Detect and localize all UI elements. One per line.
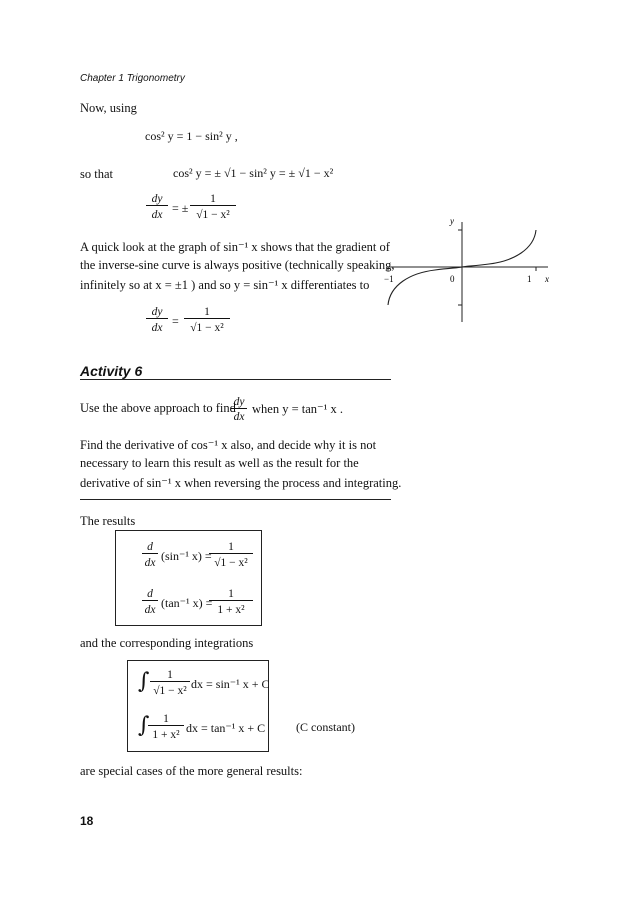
tick-label-zero: 0 — [450, 274, 455, 284]
constant-note: (C constant) — [296, 720, 355, 734]
activity-text: when y = tan⁻¹ x . — [252, 402, 343, 416]
frac-num: d — [142, 541, 158, 554]
frac-num: 1 — [184, 306, 230, 319]
divider — [80, 379, 391, 380]
frac-den: 1 + x² — [217, 604, 245, 616]
activity-text: Find the derivative of cos⁻¹ x also, and decide why it is not — [80, 438, 377, 452]
x-axis-label: x — [545, 274, 549, 284]
frac-num: 1 — [150, 669, 190, 682]
equation-identity: cos² y = 1 − sin² y , — [145, 129, 238, 143]
frac-num: d — [142, 588, 158, 601]
integrations-box — [127, 660, 269, 752]
frac-num: dy — [231, 396, 247, 409]
equation-cos-y: cos² y = ± √1 − sin² y = ± √1 − x² — [173, 166, 334, 180]
activity-text: derivative of sin⁻¹ x when reversing the process and integrating. — [80, 476, 402, 490]
text-now-using: Now, using — [80, 101, 137, 115]
frac-den: dx — [233, 411, 245, 423]
page-number: 18 — [80, 814, 94, 828]
divider — [80, 499, 391, 500]
paragraph-line: the inverse-sine curve is always positive (technically speaking, — [80, 258, 395, 272]
integral-sign: ∫ — [138, 713, 150, 738]
integral-sign: ∫ — [138, 669, 150, 694]
frac-den: √1 − x² — [153, 685, 187, 697]
closing-text: are special cases of the more general results: — [80, 764, 303, 778]
frac-den: dx — [144, 557, 156, 569]
activity-text: Use the above approach to find — [80, 401, 236, 415]
frac-den: 1 + x² — [152, 729, 180, 741]
tick-label-one: 1 — [527, 274, 532, 284]
frac-den: √1 − x² — [196, 209, 230, 221]
frac-num: dy — [146, 193, 168, 206]
arcsin-graph — [380, 210, 560, 330]
frac-den: dx — [144, 604, 156, 616]
frac-num: 1 — [190, 193, 236, 206]
results-box — [115, 530, 262, 626]
equals-pm: = ± — [172, 201, 189, 215]
frac-num: dy — [146, 306, 168, 319]
frac-num: 1 — [209, 541, 253, 554]
integral-result: dx = tan⁻¹ x + C — [186, 721, 266, 735]
results-intro: The results — [80, 514, 136, 528]
frac-den: √1 − x² — [190, 322, 224, 334]
result-expression: (tan⁻¹ x) = — [161, 596, 213, 610]
tick-label-neg-one: −1 — [384, 274, 394, 284]
integrations-intro: and the corresponding integrations — [80, 636, 254, 650]
result-expression: (sin⁻¹ x) = — [161, 549, 212, 563]
activity-title: Activity 6 — [80, 363, 143, 379]
frac-den: dx — [151, 322, 163, 334]
frac-den: dx — [151, 209, 163, 221]
frac-den: √1 − x² — [214, 557, 248, 569]
equals: = — [172, 314, 179, 328]
y-axis-label: y — [450, 216, 454, 226]
activity-text: necessary to learn this result as well as the result for the — [80, 456, 359, 470]
paragraph-line: infinitely so at x = ±1 ) and so y = sin⁻¹ x differentiates to — [80, 278, 370, 292]
integral-result: dx = sin⁻¹ x + C — [191, 677, 270, 691]
chapter-header: Chapter 1 Trigonometry — [80, 73, 185, 84]
frac-num: 1 — [209, 588, 253, 601]
frac-num: 1 — [148, 713, 184, 726]
paragraph-line: A quick look at the graph of sin⁻¹ x shows that the gradient of — [80, 240, 390, 254]
text-so-that: so that — [80, 167, 113, 181]
